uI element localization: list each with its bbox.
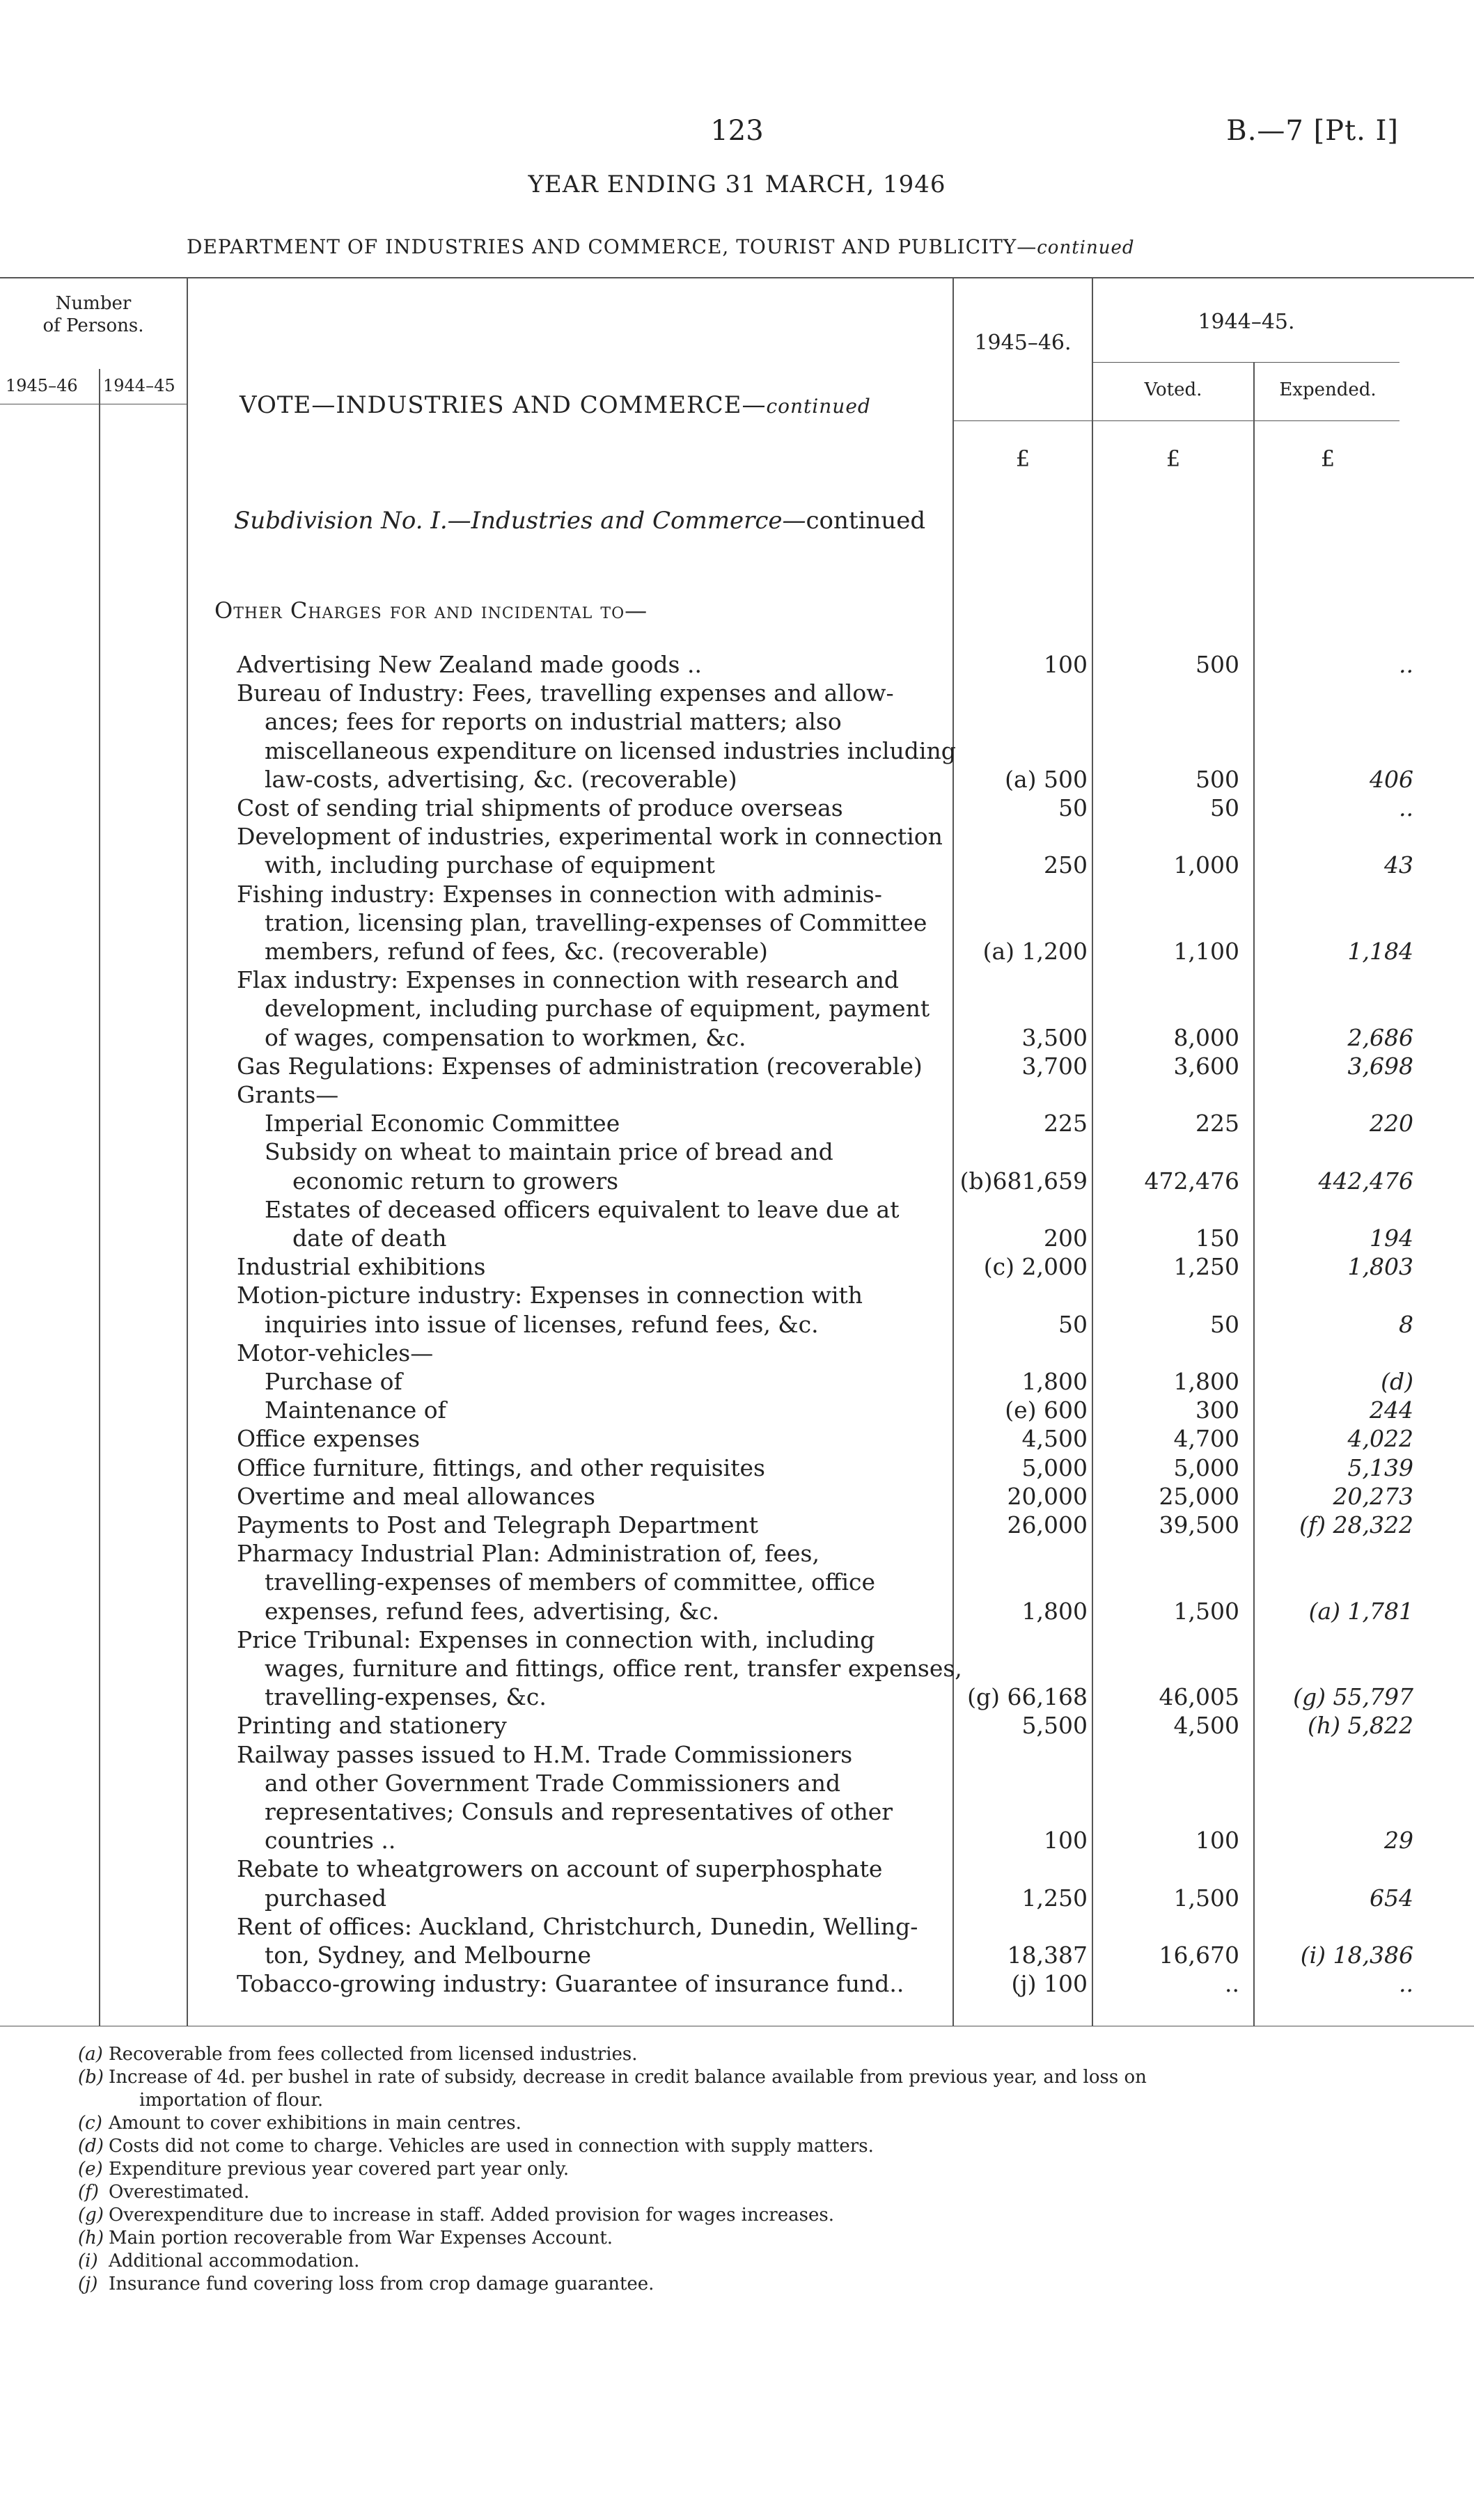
footnote-text: Overestimated. [109,2182,250,2203]
cell-v1: 100 [1044,651,1088,678]
row-label: Motion-picture industry: Expenses in connection with [237,1282,863,1309]
footnote-text: Overexpenditure due to increase in staff. Added provision for wages increases. [109,2205,834,2226]
footnote-key: (e) [78,2159,103,2180]
col-1945-46-header: 1945–46. [974,331,1072,355]
footnote-key: (j) [78,2274,98,2294]
cell-v3: 29 [1384,1827,1413,1854]
cell-v3: 194 [1370,1224,1413,1252]
cell-v3: (i) 18,386 [1300,1942,1413,1969]
cell-v3: 654 [1370,1884,1413,1912]
cell-v1: 225 [1044,1110,1088,1137]
row-label: expenses, refund fees, advertising, &c. [265,1597,720,1625]
col3-left-rule [1253,362,1255,2026]
department-heading [187,235,1135,258]
row-label: countries .. [265,1827,396,1854]
footnote-key: (c) [78,2113,102,2134]
footnote [109,2089,323,2111]
cell-v2: 300 [1195,1396,1239,1424]
footnote-text: importation of flour. [139,2090,324,2111]
footnote-text: Insurance fund covering loss from crop damage guarantee. [109,2274,654,2294]
persons-column-rule [187,277,188,2026]
cell-v3: (f) 28,322 [1299,1511,1413,1538]
cell-v1: 200 [1044,1224,1088,1252]
cell-v2: 50 [1210,1310,1239,1338]
persons-year-1945: 1945–46 [6,376,78,395]
cell-v1: 20,000 [1007,1482,1088,1510]
persons-year-1944: 1944–45 [103,376,175,395]
cell-v2: 1,250 [1173,1253,1239,1281]
persons-split-rule [99,369,100,2026]
cell-v2: 100 [1195,1827,1239,1854]
cell-v3: (d) [1381,1368,1413,1395]
cell-v3: (h) 5,822 [1308,1712,1413,1740]
footnote [78,2135,874,2157]
cell-v2: 500 [1195,651,1239,678]
row-label: Purchase of [265,1368,402,1395]
row-label: Grants— [237,1081,339,1108]
row-label: Payments to Post and Telegraph Department [237,1511,759,1538]
cell-v3: 442,476 [1318,1167,1413,1195]
cell-v3: 1,184 [1347,938,1413,965]
vote-continued: continued [766,395,871,418]
footnote [78,2227,613,2249]
voted-header: Voted. [1144,379,1202,400]
cell-v1: 5,500 [1021,1712,1088,1740]
cell-v3: .. [1399,794,1413,821]
cell-v3: 5,139 [1347,1454,1413,1481]
cell-v3: 43 [1384,851,1413,879]
cell-v1: (b)681,659 [959,1167,1088,1195]
footnote-key: (b) [78,2067,104,2088]
footnote-key: (i) [78,2251,98,2271]
row-label: wages, furniture and fittings, office rent, transfer expenses, [265,1655,962,1682]
vote-name: VOTE—INDUSTRIES AND COMMERCE— [240,391,767,419]
row-label: Estates of deceased officers equivalent to leave due at [265,1195,900,1223]
row-label: Flax industry: Expenses in connection with research and [237,966,900,994]
row-label: Motor-vehicles— [237,1339,434,1367]
footnote-text: Expenditure previous year covered part year only. [109,2159,570,2180]
persons-label-1: Number [55,293,132,314]
row-label: Fishing industry: Expenses in connection with adminis- [237,880,882,908]
row-label: miscellaneous expenditure on licensed industries including [265,737,956,764]
header-bottom-rule [952,420,1399,421]
cell-v1: 100 [1044,1827,1088,1854]
cell-v2: 472,476 [1144,1167,1239,1195]
row-label: members, refund of fees, &c. (recoverable) [265,938,768,965]
footnote [78,2273,654,2295]
footnote-key: (d) [78,2136,104,2157]
subdivision-name: Subdivision No. I.—Industries and Commerce— [234,507,806,535]
cell-v3: 220 [1370,1110,1413,1137]
cell-v1: 26,000 [1007,1511,1088,1538]
currency-col1: £ [1015,446,1030,472]
cell-v1: 4,500 [1021,1425,1088,1453]
top-rule [0,277,1474,278]
footnote-key: (f) [78,2182,99,2203]
cell-v2: 25,000 [1159,1482,1239,1510]
footnote-text: Increase of 4d. per bushel in rate of subsidy, decrease in credit balance available from previous year, and loss on [109,2067,1147,2088]
cell-v2: 46,005 [1159,1683,1239,1711]
footnote-key: (h) [78,2228,104,2249]
cell-v1: 18,387 [1007,1942,1088,1969]
footnote [78,2204,834,2226]
cell-v3: .. [1399,651,1413,678]
cell-v2: 5,000 [1173,1454,1239,1481]
footnote [78,2181,249,2203]
row-label: of wages, compensation to workmen, &c. [265,1023,746,1051]
cell-v3: (g) 55,797 [1293,1683,1413,1711]
col1-left-rule [952,277,954,2026]
row-label: Rebate to wheatgrowers on account of superphosphate [237,1855,883,1883]
department-name: DEPARTMENT OF INDUSTRIES AND COMMERCE, TOURIST AND PUBLICITY— [187,235,1037,258]
cell-v1: 3,500 [1021,1023,1088,1051]
cell-v3: 4,022 [1347,1425,1413,1453]
page-number: 123 [710,115,764,147]
cell-v2: 1,100 [1173,938,1239,965]
currency-col3: £ [1320,446,1335,472]
cell-v1: 1,800 [1021,1597,1088,1625]
cell-v1: 5,000 [1021,1454,1088,1481]
other-charges-heading: Other Charges for and incidental to— [214,597,648,624]
footnote [78,2158,569,2180]
cell-v1: (j) 100 [1011,1970,1088,1998]
row-label: law-costs, advertising, &c. (recoverable) [265,765,737,793]
cell-v3: 1,803 [1347,1253,1413,1281]
cell-v3: 244 [1370,1396,1413,1424]
footnote [78,2043,638,2065]
row-label: tration, licensing plan, travelling-expenses of Committee [265,908,927,936]
row-label: Advertising New Zealand made goods .. [237,651,702,678]
cell-v3: 406 [1370,765,1413,793]
cell-v2: 39,500 [1159,1511,1239,1538]
row-label: Tobacco-growing industry: Guarantee of insurance fund.. [237,1970,904,1998]
row-label: Maintenance of [265,1396,446,1424]
footnote [78,2066,1147,2088]
vote-title [240,391,871,419]
voted-expended-rule [1093,362,1399,363]
row-label: economic return to growers [292,1167,619,1195]
cell-v2: 1,500 [1173,1597,1239,1625]
row-label: Cost of sending trial shipments of produce overseas [237,794,843,821]
cell-v3: 20,273 [1333,1482,1413,1510]
row-label: Overtime and meal allowances [237,1482,595,1510]
footnote-text: Recoverable from fees collected from licensed industries. [109,2044,638,2065]
cell-v2: 500 [1195,765,1239,793]
row-label: and other Government Trade Commissioners and [265,1769,841,1797]
footnote [78,2112,522,2134]
subdivision-continued: continued [806,507,926,535]
cell-v1: (g) 66,168 [967,1683,1088,1711]
cell-v1: (a) 1,200 [982,938,1088,965]
cell-v2: 50 [1210,794,1239,821]
cell-v1: 1,250 [1021,1884,1088,1912]
cell-v1: 250 [1044,851,1088,879]
cell-v2: 3,600 [1173,1052,1239,1080]
row-label: Printing and stationery [237,1712,507,1740]
row-label: date of death [292,1224,447,1252]
footnote-text: Additional accommodation. [109,2251,360,2271]
row-label: Industrial exhibitions [237,1253,486,1281]
cell-v2: 4,700 [1173,1425,1239,1453]
row-label: Subsidy on wheat to maintain price of bread and [265,1138,833,1166]
cell-v3: 2,686 [1347,1023,1413,1051]
row-label: travelling-expenses of members of committee, office [265,1568,876,1596]
row-label: Railway passes issued to H.M. Trade Commissioners [237,1740,853,1768]
expended-header: Expended. [1279,379,1377,400]
cell-v3: .. [1399,1970,1413,1998]
document-reference: B.—7 [Pt. I] [1226,115,1399,147]
footnote-key: (g) [78,2205,104,2226]
currency-col2: £ [1166,446,1181,472]
cell-v1: (a) 500 [1005,765,1088,793]
cell-v1: (c) 2,000 [983,1253,1088,1281]
row-label: Price Tribunal: Expenses in connection with, including [237,1625,875,1653]
cell-v2: .. [1225,1970,1239,1998]
row-label: travelling-expenses, &c. [265,1683,547,1711]
cell-v2: 16,670 [1159,1942,1239,1969]
cell-v3: 8 [1399,1310,1413,1338]
year-heading: YEAR ENDING 31 MARCH, 1946 [528,171,946,198]
row-label: inquiries into issue of licenses, refund fees, &c. [265,1310,819,1338]
cell-v3: 3,698 [1347,1052,1413,1080]
department-continued: continued [1037,237,1135,258]
col2-left-rule [1092,277,1093,2026]
cell-v1: 50 [1058,1310,1088,1338]
row-label: Rent of offices: Auckland, Christchurch, Dunedin, Welling- [237,1912,918,1940]
cell-v1: 1,800 [1021,1368,1088,1395]
row-label: ton, Sydney, and Melbourne [265,1942,591,1969]
footnote-text: Amount to cover exhibitions in main centres. [109,2113,522,2134]
cell-v1: 3,700 [1021,1052,1088,1080]
footnote-key: (a) [78,2044,103,2065]
cell-v2: 225 [1195,1110,1239,1137]
footnote-text: Main portion recoverable from War Expenses Account. [109,2228,613,2249]
col-1944-45-header: 1944–45. [1198,310,1295,334]
cell-v2: 1,800 [1173,1368,1239,1395]
row-label: Gas Regulations: Expenses of administration (recoverable) [237,1052,923,1080]
cell-v1: 50 [1058,794,1088,821]
persons-label-2: of Persons. [42,315,144,336]
footnote-text: Costs did not come to charge. Vehicles are used in connection with supply matters. [109,2136,874,2157]
row-label: Pharmacy Industrial Plan: Administration of, fees, [237,1540,820,1568]
subdivision-heading [234,507,925,535]
cell-v2: 1,500 [1173,1884,1239,1912]
row-label: purchased [265,1884,387,1912]
row-label: Imperial Economic Committee [265,1110,620,1137]
cell-v2: 8,000 [1173,1023,1239,1051]
row-label: Office furniture, fittings, and other requisites [237,1454,765,1481]
row-label: ances; fees for reports on industrial matters; also [265,708,842,736]
persons-header [0,292,187,337]
footnote [78,2250,359,2272]
cell-v2: 4,500 [1173,1712,1239,1740]
cell-v1: (e) 600 [1005,1396,1088,1424]
row-label: representatives; Consuls and representatives of other [265,1798,893,1825]
cell-v2: 150 [1195,1224,1239,1252]
cell-v2: 1,000 [1173,851,1239,879]
row-label: Development of industries, experimental work in connection [237,823,943,851]
cell-v3: (a) 1,781 [1308,1597,1413,1625]
row-label: Office expenses [237,1425,421,1453]
row-label: development, including purchase of equipment, payment [265,995,930,1023]
row-label: with, including purchase of equipment [265,851,715,879]
row-label: Bureau of Industry: Fees, travelling expenses and allow- [237,679,894,707]
